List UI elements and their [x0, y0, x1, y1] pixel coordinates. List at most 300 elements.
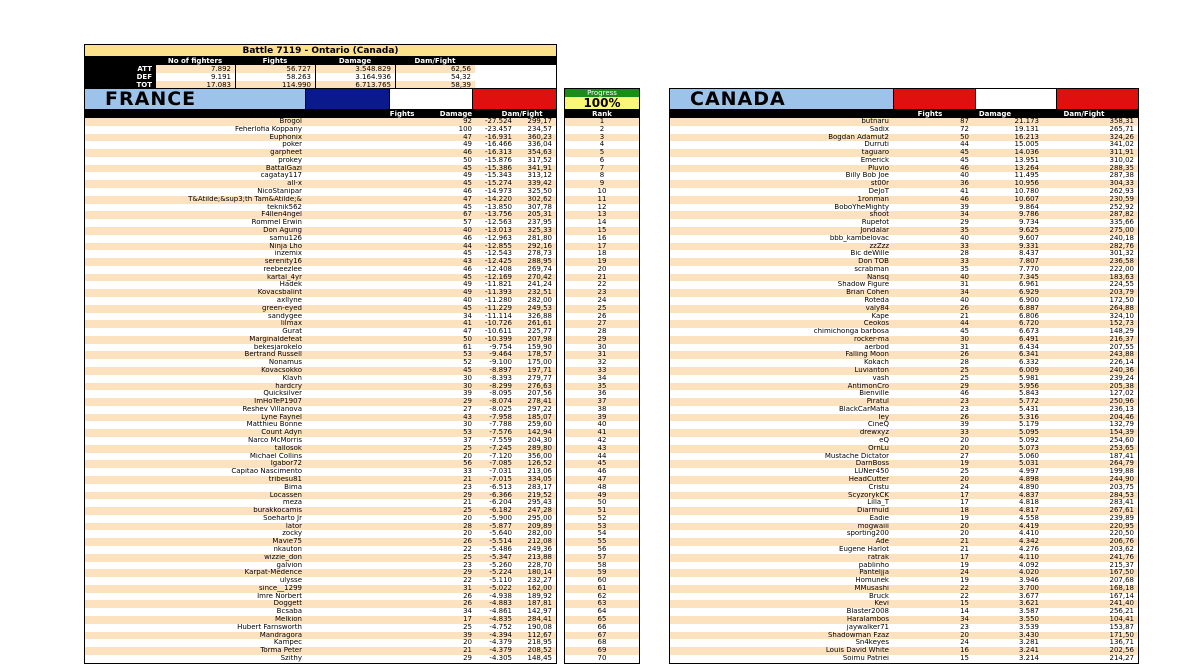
rank-row: [565, 157, 639, 165]
rank-row: [565, 460, 639, 468]
canada-player-row: [670, 523, 1138, 531]
france-player-damage: -11.280: [484, 296, 512, 304]
canada-player-dam-fight: 132,79: [1109, 421, 1134, 429]
france-player-damage: -11.393: [484, 289, 512, 297]
rank-row: [565, 188, 639, 196]
france-player-fights: 46: [463, 265, 472, 273]
canada-player-dam-fight: 310,02: [1109, 156, 1134, 164]
canada-player-dam-fight: 236,58: [1109, 258, 1134, 266]
france-player-damage: -5.877: [489, 522, 512, 530]
rank-row: [565, 445, 639, 453]
canada-player-fights: 22: [960, 584, 969, 592]
canada-player-dam-fight: 204,46: [1109, 413, 1134, 421]
france-player-fights: 26: [463, 600, 472, 608]
france-player-damage: -5.110: [489, 577, 512, 585]
france-flag-stripe: [472, 89, 556, 109]
rank-number: 12: [597, 203, 607, 211]
progress-title: Progress: [565, 89, 639, 97]
france-player-fights: 67: [463, 211, 472, 219]
canada-player-dam-fight: 230,59: [1109, 195, 1134, 203]
summary-header-fighters: No of fighters: [167, 57, 223, 65]
canada-player-name: Eadie: [869, 514, 889, 522]
canada-player-damage: 6.806: [1018, 312, 1039, 320]
france-player-name: poker: [282, 141, 302, 149]
france-player-dam-fight: 326,88: [527, 312, 552, 320]
canada-player-fights: 26: [960, 304, 969, 312]
france-player-fights: 21: [463, 475, 472, 483]
canada-player-dam-fight: 152,73: [1109, 320, 1134, 328]
canada-player-name: pablinho: [858, 561, 889, 569]
france-player-fights: 34: [463, 312, 472, 320]
france-player-name: BattalGazi: [265, 164, 302, 172]
rank-number: 63: [597, 600, 607, 608]
canada-player-fights: 45: [960, 156, 969, 164]
france-player-damage: -9.100: [489, 359, 512, 367]
canada-player-dam-fight: 301,32: [1109, 250, 1134, 258]
france-player-fights: 47: [463, 195, 472, 203]
rank-row: [565, 484, 639, 492]
canada-column-headers: [670, 110, 1138, 118]
canada-player-name: Louis David White: [825, 647, 889, 655]
france-player-damage: -5.900: [489, 514, 512, 522]
canada-player-row: [670, 375, 1138, 383]
france-player-dam-fight: 334,05: [527, 475, 552, 483]
canada-player-name: Don TOB: [858, 258, 889, 266]
canada-player-row: [670, 569, 1138, 577]
france-player-dam-fight: 341,91: [527, 164, 552, 172]
rank-row: [565, 616, 639, 624]
france-player-damage: -10.611: [484, 328, 512, 336]
canada-player-damage: 15.005: [1014, 141, 1039, 149]
canada-player-damage: 9.864: [1018, 203, 1039, 211]
canada-player-damage: 4.020: [1018, 569, 1039, 577]
canada-flag-stripe: [893, 89, 975, 109]
canada-player-row: [670, 421, 1138, 429]
canada-player-name: Ade: [875, 538, 889, 546]
rank-number: 44: [597, 452, 607, 460]
france-player-dam-fight: 207,98: [527, 335, 552, 343]
canada-player-dam-fight: 127,02: [1109, 390, 1134, 398]
france-player-fights: 43: [463, 413, 472, 421]
canada-player-damage: 4.558: [1018, 514, 1039, 522]
canada-player-damage: 13.264: [1014, 164, 1039, 172]
france-player-damage: -4.938: [489, 592, 512, 600]
canada-player-dam-fight: 358,31: [1109, 118, 1134, 125]
canada-player-fights: 24: [960, 483, 969, 491]
canada-player-row: [670, 172, 1138, 180]
rank-number: 66: [597, 623, 607, 631]
france-player-damage: -7.120: [489, 452, 512, 460]
france-player-row: [85, 499, 556, 507]
rank-row: [565, 554, 639, 562]
france-player-dam-fight: 205,31: [527, 211, 552, 219]
france-player-fights: 61: [463, 343, 472, 351]
summary-header-fights: Fights: [262, 57, 288, 65]
france-player-dam-fight: 276,63: [527, 382, 552, 390]
rank-panel: [564, 88, 640, 664]
rank-number: 36: [597, 390, 607, 398]
rank-number: 42: [597, 437, 607, 445]
france-player-name: Bertrand Russell: [244, 351, 302, 359]
canada-player-damage: 5.431: [1018, 405, 1039, 413]
canada-player-damage: 10.956: [1014, 180, 1039, 188]
rank-number: 13: [597, 211, 607, 219]
france-player-dam-fight: 336,04: [527, 141, 552, 149]
rank-row: [565, 328, 639, 336]
france-player-dam-fight: 180,14: [527, 569, 552, 577]
france-player-name: kartal_4yr: [266, 273, 302, 281]
canada-player-name: Eugene Harlot: [839, 545, 889, 553]
canada-player-damage: 5.956: [1018, 382, 1039, 390]
france-player-row: [85, 367, 556, 375]
france-player-fights: 37: [463, 437, 472, 445]
france-player-row: [85, 546, 556, 554]
france-player-dam-fight: 354,63: [527, 149, 552, 157]
rank-number: 22: [597, 281, 607, 289]
canada-player-fights: 23: [960, 398, 969, 406]
canada-player-row: [670, 577, 1138, 585]
france-player-name: all-x: [287, 180, 302, 188]
canada-player-fights: 19: [960, 514, 969, 522]
france-player-fights: 22: [463, 577, 472, 585]
canada-player-row: [670, 274, 1138, 282]
canada-player-row: [670, 476, 1138, 484]
canada-player-damage: 3.241: [1018, 647, 1039, 655]
france-player-damage: -10.399: [484, 335, 512, 343]
canada-player-fights: 34: [960, 616, 969, 623]
france-player-row: [85, 172, 556, 180]
canada-player-damage: 3.621: [1018, 600, 1039, 608]
france-flag-stripe: [389, 89, 473, 109]
rank-row: [565, 515, 639, 523]
canada-player-dam-fight: 287,82: [1109, 211, 1134, 219]
france-player-row: [85, 336, 556, 344]
canada-player-name: scrabman: [854, 265, 889, 273]
france-player-name: Hubert Farnsworth: [237, 623, 302, 631]
canada-player-fights: 19: [960, 460, 969, 468]
france-player-dam-fight: 249,53: [527, 304, 552, 312]
france-player-name: tribesu81: [268, 475, 302, 483]
france-player-name: NicoStanipar: [257, 188, 302, 196]
france-player-dam-fight: 282,00: [527, 296, 552, 304]
france-player-damage: -23.457: [484, 125, 512, 133]
france-player-name: Szithy: [280, 654, 302, 662]
canada-player-row: [670, 320, 1138, 328]
france-player-fights: 39: [463, 390, 472, 398]
canada-player-fights: 25: [960, 468, 969, 476]
canada-player-damage: 5.095: [1018, 429, 1039, 437]
canada-player-name: jaywalker71: [846, 623, 889, 631]
canada-player-dam-fight: 335,66: [1109, 219, 1134, 227]
rank-row: [565, 600, 639, 608]
summary-cell: 54,32: [395, 73, 475, 81]
canada-player-fights: 28: [960, 359, 969, 367]
france-player-name: garpheet: [270, 149, 302, 157]
france-player-name: Mavie75: [272, 538, 302, 546]
france-player-name: Bima: [284, 483, 302, 491]
france-player-fights: 34: [463, 608, 472, 616]
france-player-name: Count Adyn: [261, 429, 302, 437]
canada-player-row: [670, 383, 1138, 391]
canada-player-name: HeadCutter: [848, 475, 889, 483]
canada-player-name: aerbod: [864, 343, 889, 351]
france-player-damage: -4.379: [489, 647, 512, 655]
canada-player-row: [670, 235, 1138, 243]
canada-player-damage: 6.434: [1018, 343, 1039, 351]
canada-player-damage: 3.281: [1018, 639, 1039, 647]
france-player-name: green-eyed: [262, 304, 302, 312]
france-player-name: Kovacsokko: [261, 367, 302, 374]
canada-player-fights: 45: [960, 149, 969, 157]
france-player-damage: -12.169: [484, 273, 512, 281]
canada-player-fights: 44: [960, 141, 969, 149]
canada-player-row: [670, 266, 1138, 274]
france-player-damage: -8.299: [489, 382, 512, 390]
summary-cell: 3.164.936: [315, 73, 395, 81]
canada-player-dam-fight: 264,79: [1109, 460, 1134, 468]
france-player-damage: -8.393: [489, 374, 512, 382]
france-player-fights: 49: [463, 281, 472, 289]
canada-player-dam-fight: 288,35: [1109, 164, 1134, 172]
canada-player-fights: 30: [960, 335, 969, 343]
canada-player-fights: 20: [960, 444, 969, 452]
rank-row: [565, 530, 639, 538]
canada-player-row: [670, 281, 1138, 289]
france-player-damage: -12.425: [484, 258, 512, 266]
canada-player-damage: 3.946: [1018, 577, 1039, 585]
canada-player-dam-fight: 220,50: [1109, 530, 1134, 538]
canada-player-fights: 20: [960, 475, 969, 483]
rank-number: 41: [597, 429, 607, 437]
canada-player-fights: 45: [960, 328, 969, 336]
canada-player-row: [670, 219, 1138, 227]
canada-player-name: Bruck: [868, 592, 889, 600]
canada-player-name: Billy Bob Joe: [845, 172, 889, 180]
rank-row: [565, 585, 639, 593]
rank-number: 23: [597, 289, 607, 297]
rank-row: [565, 624, 639, 632]
france-player-damage: -9.754: [489, 343, 512, 351]
canada-player-damage: 3.550: [1018, 616, 1039, 623]
france-player-damage: -9.464: [489, 351, 512, 359]
canada-player-row: [670, 515, 1138, 523]
france-player-row: [85, 320, 556, 328]
canada-player-damage: 6.900: [1018, 296, 1039, 304]
france-player-dam-fight: 204,30: [527, 437, 552, 445]
france-player-fights: 20: [463, 452, 472, 460]
rank-number: 11: [597, 195, 607, 203]
france-player-damage: -5.640: [489, 530, 512, 538]
rank-row: [565, 383, 639, 391]
rank-row: [565, 414, 639, 422]
france-player-fights: 26: [463, 538, 472, 546]
rank-row: [565, 468, 639, 476]
france-player-fights: 26: [463, 592, 472, 600]
rank-row: [565, 313, 639, 321]
summary-row-label: ATT: [85, 65, 155, 73]
canada-player-damage: 5.073: [1018, 444, 1039, 452]
canada-player-fights: 15: [960, 654, 969, 662]
france-player-fights: 45: [463, 164, 472, 172]
canada-player-row: [670, 600, 1138, 608]
france-player-name: Karpat-Medence: [244, 569, 302, 577]
canada-player-fights: 17: [960, 491, 969, 499]
canada-player-row: [670, 180, 1138, 188]
canada-player-row: [670, 468, 1138, 476]
rank-row: [565, 149, 639, 157]
france-player-dam-fight: 112,67: [527, 631, 552, 639]
france-player-fights: 20: [463, 514, 472, 522]
france-player-name: Gurat: [282, 328, 302, 336]
canada-player-name: ratrak: [867, 553, 889, 561]
rank-number: 50: [597, 499, 607, 507]
france-player-fights: 23: [463, 483, 472, 491]
france-flag: [305, 89, 556, 109]
rank-row: [565, 351, 639, 359]
canada-player-row: [670, 530, 1138, 538]
rank-row: [565, 165, 639, 173]
canada-player-name: ScyzorykCK: [848, 491, 889, 499]
france-player-dam-fight: 270,42: [527, 273, 552, 281]
france-player-name: Capitao Nascimento: [231, 468, 302, 476]
rank-row: [565, 172, 639, 180]
canada-player-name: bbb_kambelovac: [829, 234, 889, 242]
canada-player-dam-fight: 202,56: [1109, 647, 1134, 655]
canada-player-fights: 34: [960, 211, 969, 219]
france-player-row: [85, 141, 556, 149]
progress-value: 100%: [565, 97, 639, 110]
canada-player-damage: 6.332: [1018, 359, 1039, 367]
france-player-dam-fight: 232,27: [527, 577, 552, 585]
canada-player-fights: 21: [960, 312, 969, 320]
france-player-fights: 30: [463, 421, 472, 429]
france-player-damage: -11.114: [484, 312, 512, 320]
canada-player-fights: 33: [960, 242, 969, 250]
canada-player-name: 1ronman: [857, 195, 889, 203]
france-player-fights: 45: [463, 304, 472, 312]
canada-player-dam-fight: 154,39: [1109, 429, 1134, 437]
canada-player-row: [670, 538, 1138, 546]
canada-player-damage: 9.786: [1018, 211, 1039, 219]
canada-player-dam-fight: 171,50: [1109, 631, 1134, 639]
canada-player-fights: 46: [960, 195, 969, 203]
france-player-fights: 92: [463, 118, 472, 125]
canada-player-fights: 36: [960, 180, 969, 188]
france-player-row: [85, 219, 556, 227]
canada-player-damage: 4.419: [1018, 522, 1039, 530]
france-player-dam-fight: 249,36: [527, 545, 552, 553]
summary-cell: 7.892: [155, 65, 235, 73]
canada-player-name: valy84: [865, 304, 889, 312]
france-player-row: [85, 227, 556, 235]
canada-player-row: [670, 157, 1138, 165]
rank-number: 9: [599, 180, 605, 188]
rank-number: 45: [597, 460, 607, 468]
canada-player-row: [670, 585, 1138, 593]
france-player-dam-fight: 284,41: [527, 616, 552, 623]
rank-row: [565, 437, 639, 445]
canada-player-fights: 39: [960, 203, 969, 211]
france-player-dam-fight: 279,77: [527, 374, 552, 382]
france-player-damage: -7.031: [489, 468, 512, 476]
canada-player-name: Shadowman Fzaz: [827, 631, 889, 639]
rank-number: 20: [597, 265, 607, 273]
canada-player-dam-fight: 239,24: [1109, 374, 1134, 382]
rank-row: [565, 305, 639, 313]
canada-player-dam-fight: 324,10: [1109, 312, 1134, 320]
france-player-damage: -15.386: [484, 164, 512, 172]
canada-player-dam-fight: 304,33: [1109, 180, 1134, 188]
france-player-row: [85, 266, 556, 274]
france-player-fights: 30: [463, 374, 472, 382]
france-player-name: serenity16: [264, 258, 302, 266]
rank-row: [565, 523, 639, 531]
rank-number: 8: [599, 172, 605, 180]
france-player-row: [85, 383, 556, 391]
france-player-name: Doggett: [273, 600, 302, 608]
canada-player-row: [670, 313, 1138, 321]
france-player-row: [85, 196, 556, 204]
france-player-fights: 57: [463, 219, 472, 227]
canada-player-row: [670, 243, 1138, 251]
france-player-row: [85, 328, 556, 336]
canada-player-damage: 5.092: [1018, 437, 1039, 445]
france-player-row: [85, 569, 556, 577]
france-col-dam-fight: Dam/Fight: [501, 110, 543, 118]
canada-player-damage: 6.341: [1018, 351, 1039, 359]
rank-number: 1: [599, 118, 605, 125]
canada-player-damage: 8.437: [1018, 250, 1039, 258]
france-player-dam-fight: 282,00: [527, 530, 552, 538]
canada-player-dam-fight: 282,76: [1109, 242, 1134, 250]
rank-number: 15: [597, 226, 607, 234]
canada-player-fights: 20: [960, 530, 969, 538]
france-player-damage: -12.408: [484, 265, 512, 273]
rank-number: 30: [597, 343, 607, 351]
canada-player-dam-fight: 253,65: [1109, 444, 1134, 452]
france-player-row: [85, 445, 556, 453]
canada-player-fights: 22: [960, 592, 969, 600]
france-player-fights: 25: [463, 553, 472, 561]
france-player-fights: 45: [463, 203, 472, 211]
rank-row: [565, 375, 639, 383]
france-player-row: [85, 297, 556, 305]
canada-player-dam-fight: 283,41: [1109, 499, 1134, 507]
france-player-dam-fight: 225,77: [527, 328, 552, 336]
canada-player-damage: 3.214: [1018, 654, 1039, 662]
canada-player-fights: 17: [960, 553, 969, 561]
france-player-damage: -15.876: [484, 156, 512, 164]
france-player-damage: -8.095: [489, 390, 512, 398]
canada-player-damage: 5.031: [1018, 460, 1039, 468]
canada-player-dam-fight: 183,63: [1109, 273, 1134, 281]
france-player-dam-fight: 185,07: [527, 413, 552, 421]
canada-player-row: [670, 367, 1138, 375]
canada-player-fights: 16: [960, 647, 969, 655]
canada-player-name: DeJoT: [868, 188, 889, 196]
france-player-damage: -5.486: [489, 545, 512, 553]
rank-row: [565, 359, 639, 367]
canada-player-damage: 9.607: [1018, 234, 1039, 242]
canada-player-fights: 27: [960, 452, 969, 460]
france-player-dam-fight: 269,74: [527, 265, 552, 273]
canada-player-fights: 28: [960, 250, 969, 258]
canada-player-fights: 31: [960, 281, 969, 289]
canada-player-row: [670, 429, 1138, 437]
canada-player-fights: 40: [960, 172, 969, 180]
france-player-damage: -12.963: [484, 234, 512, 242]
france-player-damage: -4.752: [489, 623, 512, 631]
